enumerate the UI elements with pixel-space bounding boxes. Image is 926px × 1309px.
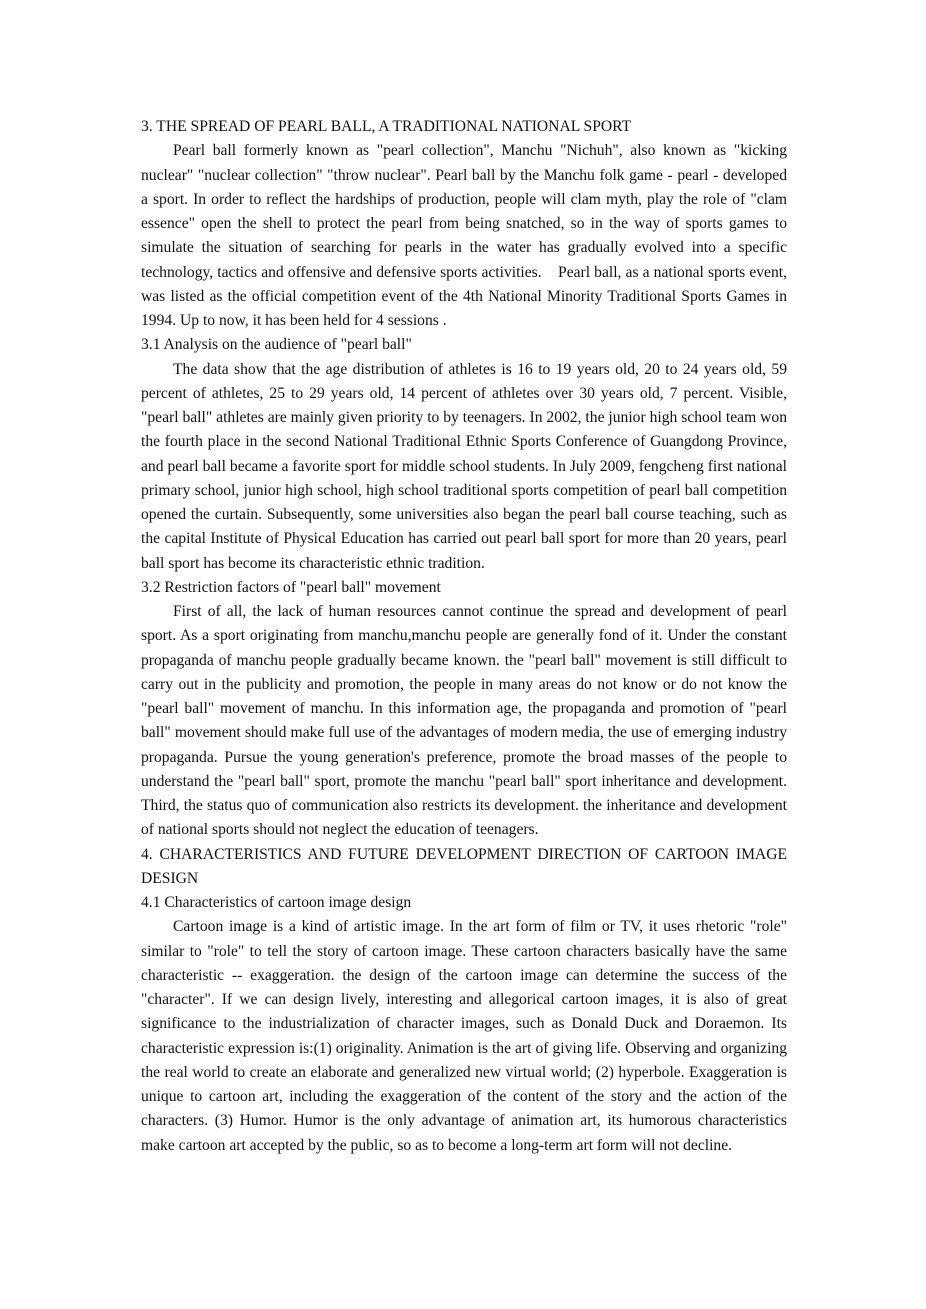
section-3-1-heading: 3.1 Analysis on the audience of "pearl ball" xyxy=(141,336,412,354)
section-3-heading: 3. THE SPREAD OF PEARL BALL, A TRADITIONAL NATIONAL SPORT xyxy=(141,118,632,135)
document-page xyxy=(141,115,787,1158)
section-3-1-paragraph: The data show that the age distribution of athletes is 16 to 19 years old, 20 to 24 years old, 59 percent of athletes, 25 to 29 years old, 14 percent of athletes over 30 years old, 7 percent. Visible, "pearl ball" athletes are mainly given priority to by teenagers. In 2002, the junior high school team won the fourth place in the second National Traditional Ethnic Sports Conference of Guangdong Province, and pearl ball became a favorite sport for middle school students. In July 2009, fengcheng first national primary school, junior high school, high school traditional sports competition of pearl ball competition opened the curtain. Subsequently, some universities also began the pearl ball course teaching, such as the capital Institute of Physical Education has carried out pearl ball sport for more than 20 years, pearl ball sport has become its characteristic ethnic tradition. xyxy=(141,360,787,572)
section-3-2-heading: 3.2 Restriction factors of "pearl ball" movement xyxy=(141,578,441,596)
section-4-1-paragraph: Cartoon image is a kind of artistic image. In the art form of film or TV, it uses rhetoric "role" similar to "role" to tell the story of cartoon image. These cartoon characters basically have the same characteristic -- exaggeration. the design of the cartoon image can determine the success of the "character". If we can design lively, interesting and allegorical cartoon images, it is also of great significance to the industrialization of character images, such as Donald Duck and Doraemon. Its characteristic expression is:(1) originality. Animation is the art of giving life. Observing and organizing the real world to create an elaborate and generalized new virtual world; (2) hyperbole. Exaggeration is unique to cartoon art, including the exaggeration of the content of the story and the action of the characters. (3) Humor. Humor is the only advantage of animation art, its humorous characteristics make cartoon art accepted by the public, so as to become a long-term art form will not decline. xyxy=(141,918,787,1154)
section-4-heading: 4. CHARACTERISTICS AND FUTURE DEVELOPMENT DIRECTION OF CARTOON IMAGE DESIGN xyxy=(141,845,787,887)
section-3-paragraph: Pearl ball formerly known as "pearl collection", Manchu "Nichuh", also known as "kicking nuclear" "nuclear collection" "throw nuclear". Pearl ball by the Manchu folk game - pearl - developed a sport. In order to reflect the hardships of production, people will clam myth, play the role of "clam essence" open the shell to protect the pearl from being snatched, so in the way of sports games to simulate the situation of searching for pearls in the water has gradually evolved into a specific technology, tactics and offensive and defensive sports activities. Pearl ball, as a national sports event, was listed as the official competition event of the 4th National Minority Traditional Sports Games in 1994. Up to now, it has been held for 4 sessions . xyxy=(141,142,787,329)
section-4-1-heading: 4.1 Characteristics of cartoon image design xyxy=(141,894,412,911)
section-3-2-paragraph: First of all, the lack of human resources cannot continue the spread and development of pearl sport. As a sport originating from manchu,manchu people are generally fond of it. Under the constant propaganda of manchu people gradually became known. the "pearl ball" movement is still difficult to carry out in the publicity and promotion, the people in many areas do not know or do not know the "pearl ball" movement of manchu. In this information age, the propaganda and promotion of "pearl ball" movement should make full use of the advantages of modern media, the use of emerging industry propaganda. Pursue the young generation's preference, promote the broad masses of the people to understand the "pearl ball" sport, promote the manchu "pearl ball" sport inheritance and development. Third, the status quo of communication also restricts its development. the inheritance and development of national sports should not neglect the education of teenagers. xyxy=(141,603,787,839)
